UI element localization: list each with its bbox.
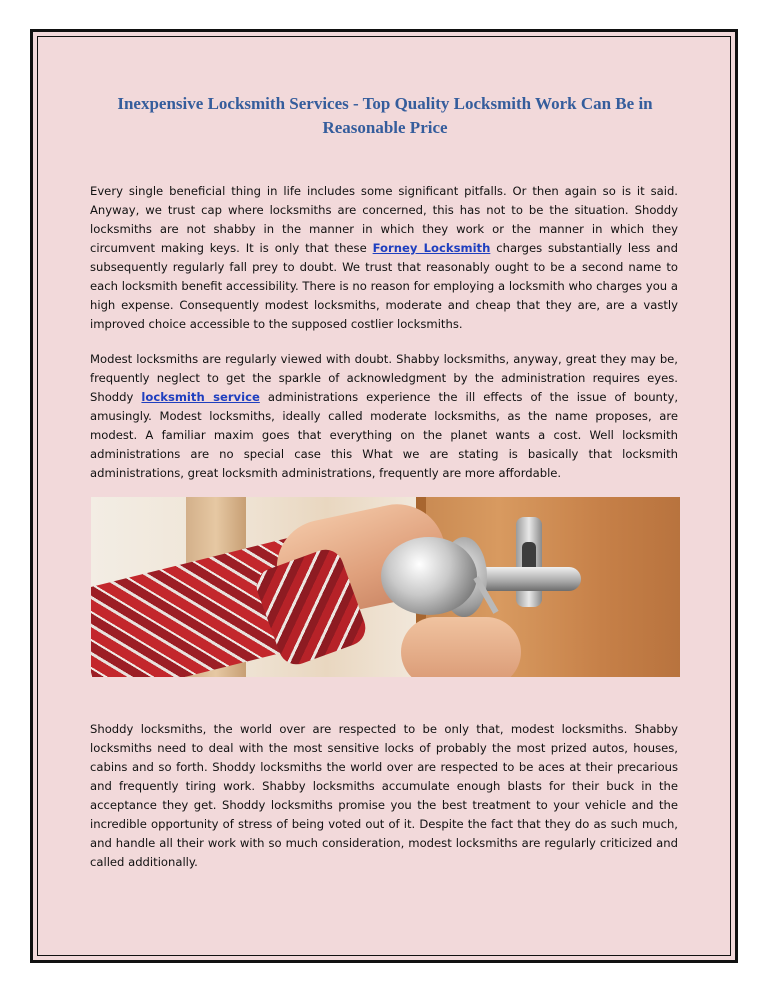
paragraph-2-text-b: administrations experience the ill effects of the issue of bounty, amusingly. Modest locksmiths, ideally called moderate locksmiths, as the name proposes, are modest. A familiar maxim goes that everything on the planet wants a cost. Well locksmith administrations are no special case this What we are stating is basically that locksmith administrations, great locksmith administrations, frequently are more affordable.	[90, 390, 679, 480]
door-knob	[381, 537, 477, 615]
paragraph-3: Shoddy locksmiths, the world over are respected to be only that, modest locksmiths. Shabby locksmiths need to deal with the most sensitive locks of probably the most prized autos, houses, cabins and so forth. Shoddy locksmiths the world over are respected to be aces at their precarious and frequently tiring work. Shabby locksmiths accumulate enough blasts for their buck in the acceptance they get. Shoddy locksmiths promise you the best treatment to your vehicle and the incredible opportunity of stress of being voted out of it. Despite the fact that they do as such much, and handle all their work with so much consideration, modest locksmiths are regularly criticized and called additionally.	[90, 722, 678, 869]
paragraph-1-text-b: charges substantially less and subsequently regularly fall prey to doubt. We trust that reasonably ought to be a second name to each locksmith benefit accessibility. There is no reason for employing a locksmith who charges you a high expense. Consequently modest locksmiths, moderate and cheap that they are, are a vastly improved choice accessible to the supposed costlier locksmiths.	[90, 241, 678, 331]
locksmith-service-link[interactable]: locksmith service	[141, 390, 260, 404]
paragraph-1	[90, 182, 678, 334]
forney-locksmith-link[interactable]: Forney Locksmith	[372, 241, 491, 255]
paragraph-1-text-a: Every single beneficial thing in life includes some significant pitfalls. Or then again so is it said. Anyway, we trust cap where locksmiths are concerned, this has not to be the situation. Shoddy locksmiths are not shabby in the manner in which they work or the manner in which they circumvent making keys. It is only that these	[90, 184, 678, 255]
paragraph-2	[90, 350, 678, 483]
locksmith-photo	[91, 497, 680, 677]
paragraph-2-text-a: Modest locksmiths are regularly viewed with doubt. Shabby locksmiths, anyway, great they may be, frequently neglect to get the sparkle of acknowledgment by the administration requires eyes. Shoddy	[90, 352, 678, 404]
document-title: Inexpensive Locksmith Services - Top Quality Locksmith Work Can Be in Reasonable Price	[117, 94, 653, 137]
hand-with-key	[401, 617, 521, 677]
